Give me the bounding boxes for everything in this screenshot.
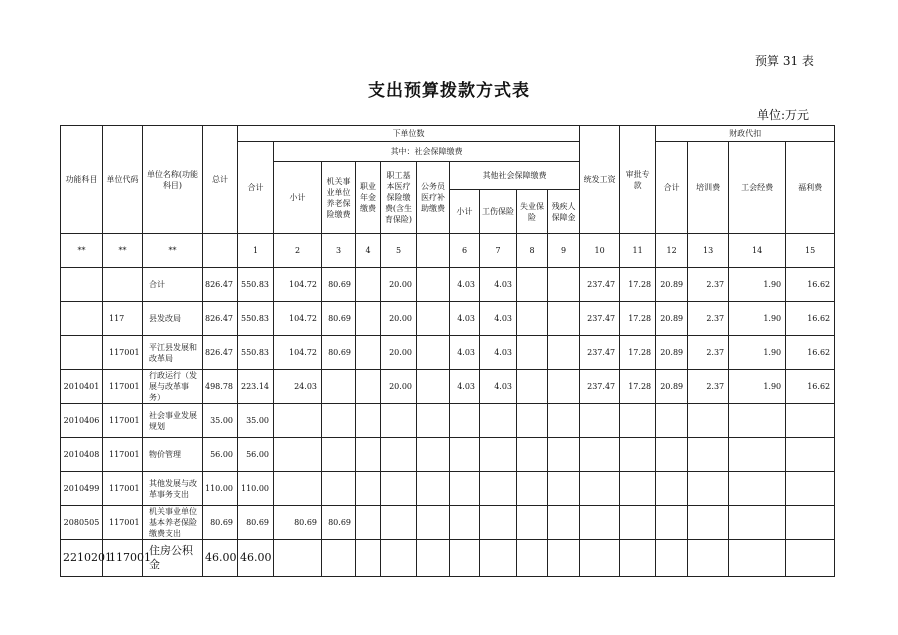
table-cell: 80.69 (322, 302, 356, 336)
table-cell: 2010408 (61, 438, 103, 472)
table-cell: 20.00 (381, 370, 417, 404)
table-cell (517, 506, 548, 540)
table-cell: 117001 (103, 540, 143, 577)
table-cell: 12 (656, 234, 688, 268)
table-cell (517, 404, 548, 438)
table-cell: 20.00 (381, 268, 417, 302)
table-cell (729, 540, 786, 577)
table-cell: 17.28 (620, 268, 656, 302)
table-cell (417, 404, 450, 438)
table-cell: 物价管理 (143, 438, 203, 472)
unit-label: 单位:万元 (757, 108, 810, 122)
table-cell: 17.28 (620, 336, 656, 370)
table-cell: 20.00 (381, 336, 417, 370)
table-cell: 20.89 (656, 370, 688, 404)
table-cell: ** (61, 234, 103, 268)
table-cell: 117001 (103, 438, 143, 472)
table-cell (786, 506, 835, 540)
table-cell (548, 268, 580, 302)
table-cell (417, 506, 450, 540)
table-cell: 15 (786, 234, 835, 268)
table-cell (620, 438, 656, 472)
table-cell (729, 506, 786, 540)
table-cell: 104.72 (274, 268, 322, 302)
table-cell (580, 540, 620, 577)
table-cell (548, 370, 580, 404)
table-cell (356, 506, 381, 540)
table-cell: 社会事业发展规划 (143, 404, 203, 438)
table-cell (656, 506, 688, 540)
header-unemployment: 失业保险 (517, 190, 548, 234)
table-cell (322, 438, 356, 472)
table-cell: 35.00 (238, 404, 274, 438)
table-cell (61, 302, 103, 336)
table-cell (480, 472, 517, 506)
table-cell: 498.78 (203, 370, 238, 404)
table-row (61, 370, 835, 404)
table-cell: 550.83 (238, 336, 274, 370)
header-injury: 工伤保险 (480, 190, 517, 234)
table-cell: 3 (322, 234, 356, 268)
table-cell: 2080505 (61, 506, 103, 540)
table-cell (274, 540, 322, 577)
table-cell: 117001 (103, 472, 143, 506)
table-cell: 住房公积金 (143, 540, 203, 577)
table-cell: 1 (238, 234, 274, 268)
table-cell (548, 336, 580, 370)
header-pension: 机关事业单位养老保险缴费 (322, 162, 356, 234)
table-row (61, 506, 835, 540)
table-cell (356, 540, 381, 577)
table-cell (517, 370, 548, 404)
table-cell: 11 (620, 234, 656, 268)
header-other-social: 其他社会保障缴费 (450, 162, 580, 190)
header-total: 总计 (203, 126, 238, 234)
table-cell: 4.03 (480, 268, 517, 302)
table-cell (480, 438, 517, 472)
header-annuity: 职业年金缴费 (356, 162, 381, 234)
table-cell: 826.47 (203, 268, 238, 302)
table-cell (656, 438, 688, 472)
table-cell: 2.37 (688, 302, 729, 336)
table-cell: 5 (381, 234, 417, 268)
table-cell (322, 370, 356, 404)
table-cell (580, 438, 620, 472)
table-cell (688, 404, 729, 438)
table-cell: 550.83 (238, 302, 274, 336)
table-cell: 80.69 (322, 506, 356, 540)
table-cell: 237.47 (580, 336, 620, 370)
table-cell (656, 472, 688, 506)
table-cell: 合计 (143, 268, 203, 302)
table-cell: 4.03 (450, 268, 480, 302)
table-cell: 16.62 (786, 302, 835, 336)
table-cell: 7 (480, 234, 517, 268)
table-cell (61, 268, 103, 302)
table-cell: 10 (580, 234, 620, 268)
header-social-subtotal: 小计 (274, 162, 322, 234)
header-fiscal-total: 合计 (656, 142, 688, 234)
table-cell (381, 472, 417, 506)
table-row (61, 268, 835, 302)
table-cell: 826.47 (203, 302, 238, 336)
header-social-insurance: 其中：社会保障缴费 (274, 142, 580, 162)
table-row (61, 302, 835, 336)
header-lower-total: 合计 (238, 142, 274, 234)
table-cell: 237.47 (580, 302, 620, 336)
table-cell (517, 540, 548, 577)
table-cell: 平江县发展和改革局 (143, 336, 203, 370)
table-cell: 826.47 (203, 336, 238, 370)
table-cell: 14 (729, 234, 786, 268)
table-cell: 46.00 (238, 540, 274, 577)
table-cell: 117001 (103, 506, 143, 540)
table-cell (356, 438, 381, 472)
table-cell: ** (103, 234, 143, 268)
table-cell (356, 472, 381, 506)
table-cell (356, 404, 381, 438)
table-cell: 117001 (103, 370, 143, 404)
table-cell (548, 404, 580, 438)
table-cell (656, 540, 688, 577)
table-row (61, 438, 835, 472)
table-cell (517, 268, 548, 302)
table-cell: 17.28 (620, 302, 656, 336)
table-cell: 4.03 (450, 302, 480, 336)
table-cell (103, 268, 143, 302)
table-cell (786, 438, 835, 472)
table-cell: 2010401 (61, 370, 103, 404)
table-cell (480, 404, 517, 438)
table-cell: 24.03 (274, 370, 322, 404)
table-cell: 20.89 (656, 336, 688, 370)
header-other-subtotal: 小计 (450, 190, 480, 234)
table-cell (274, 404, 322, 438)
table-row (61, 540, 835, 577)
budget-table (60, 125, 835, 577)
table-cell: 4.03 (450, 370, 480, 404)
table-cell (729, 438, 786, 472)
header-union: 工会经费 (729, 142, 786, 234)
table-row (61, 336, 835, 370)
table-cell (517, 438, 548, 472)
header-salary: 统发工资 (580, 126, 620, 234)
table-cell: 223.14 (238, 370, 274, 404)
table-cell (688, 540, 729, 577)
table-cell: 56.00 (203, 438, 238, 472)
table-cell (322, 404, 356, 438)
table-cell (450, 404, 480, 438)
table-cell (688, 506, 729, 540)
table-cell: 8 (517, 234, 548, 268)
table-cell: 110.00 (203, 472, 238, 506)
table-cell: 117001 (103, 404, 143, 438)
table-cell (620, 404, 656, 438)
table-cell (356, 302, 381, 336)
table-cell (620, 540, 656, 577)
page-title: 支出预算拨款方式表 (368, 81, 530, 101)
header-func-code: 功能科目 (61, 126, 103, 234)
table-cell (450, 472, 480, 506)
table-cell (688, 438, 729, 472)
table-cell (381, 438, 417, 472)
table-cell: 16.62 (786, 268, 835, 302)
table-cell: 2.37 (688, 370, 729, 404)
table-cell: 117 (103, 302, 143, 336)
table-cell (417, 540, 450, 577)
table-cell: 110.00 (238, 472, 274, 506)
table-cell (417, 234, 450, 268)
table-cell (417, 438, 450, 472)
table-cell: 104.72 (274, 302, 322, 336)
table-cell (517, 472, 548, 506)
table-cell: 1.90 (729, 336, 786, 370)
table-cell (688, 472, 729, 506)
header-unit-code: 单位代码 (103, 126, 143, 234)
table-cell (450, 438, 480, 472)
table-cell (580, 506, 620, 540)
table-cell: 13 (688, 234, 729, 268)
table-cell: 2 (274, 234, 322, 268)
form-number: 预算 31 表 (755, 54, 814, 68)
table-cell (417, 302, 450, 336)
header-training: 培训费 (688, 142, 729, 234)
table-cell (417, 370, 450, 404)
table-cell (656, 404, 688, 438)
table-cell: 550.83 (238, 268, 274, 302)
table-cell: 16.62 (786, 370, 835, 404)
table-cell: 80.69 (274, 506, 322, 540)
table-cell (381, 540, 417, 577)
header-fiscal: 财政代扣 (656, 126, 835, 142)
table-cell: 县发改局 (143, 302, 203, 336)
table-cell (548, 540, 580, 577)
table-cell: 20.00 (381, 302, 417, 336)
table-cell: 56.00 (238, 438, 274, 472)
table-cell: 80.69 (238, 506, 274, 540)
table-cell (381, 404, 417, 438)
table-cell: 4 (356, 234, 381, 268)
table-cell: 2210201 (61, 540, 103, 577)
table-cell (381, 506, 417, 540)
table-cell: 80.69 (322, 336, 356, 370)
header-unit-name: 单位名称(功能科目) (143, 126, 203, 234)
table-cell: 1.90 (729, 370, 786, 404)
table-cell (322, 540, 356, 577)
table-cell: 其他发展与改革事务支出 (143, 472, 203, 506)
table-row (61, 404, 835, 438)
table-cell: ** (143, 234, 203, 268)
table-cell (786, 472, 835, 506)
table-cell (417, 336, 450, 370)
index-row (61, 234, 835, 268)
table-cell (786, 404, 835, 438)
table-cell: 17.28 (620, 370, 656, 404)
table-cell (620, 472, 656, 506)
header-special: 审批专款 (620, 126, 656, 234)
table-cell (580, 404, 620, 438)
table-cell: 46.00 (203, 540, 238, 577)
header-welfare: 福利费 (786, 142, 835, 234)
table-row (61, 472, 835, 506)
table-cell: 6 (450, 234, 480, 268)
table-cell: 2.37 (688, 336, 729, 370)
table-cell (580, 472, 620, 506)
table-cell: 4.03 (450, 336, 480, 370)
table-cell: 机关事业单位基本养老保险缴费支出 (143, 506, 203, 540)
table-cell: 117001 (103, 336, 143, 370)
table-cell: 80.69 (203, 506, 238, 540)
table-cell: 237.47 (580, 268, 620, 302)
table-cell: 1.90 (729, 268, 786, 302)
table-cell (356, 336, 381, 370)
table-cell: 35.00 (203, 404, 238, 438)
table-cell: 9 (548, 234, 580, 268)
table-cell: 104.72 (274, 336, 322, 370)
table-cell (203, 234, 238, 268)
header-medical: 职工基本医疗保险缴费(含生育保险) (381, 162, 417, 234)
table-cell (450, 540, 480, 577)
header-disabled: 残疾人保障金 (548, 190, 580, 234)
table-cell (356, 370, 381, 404)
table-cell (517, 336, 548, 370)
table-cell: 1.90 (729, 302, 786, 336)
table-cell (548, 472, 580, 506)
header-civil-medical: 公务员医疗补助缴费 (417, 162, 450, 234)
table-cell (729, 472, 786, 506)
header-lower-unit: 下单位数 (238, 126, 580, 142)
table-cell: 2.37 (688, 268, 729, 302)
table-cell (620, 506, 656, 540)
table-cell: 2010406 (61, 404, 103, 438)
table-cell: 4.03 (480, 336, 517, 370)
table-cell (274, 472, 322, 506)
table-cell: 2010499 (61, 472, 103, 506)
table-cell (417, 268, 450, 302)
table-cell: 20.89 (656, 302, 688, 336)
table-cell (322, 472, 356, 506)
table-cell (548, 438, 580, 472)
table-cell (548, 506, 580, 540)
table-cell: 20.89 (656, 268, 688, 302)
table-cell (786, 540, 835, 577)
table-cell: 16.62 (786, 336, 835, 370)
table-cell (480, 540, 517, 577)
table-cell (417, 472, 450, 506)
table-cell: 237.47 (580, 370, 620, 404)
table-cell (548, 302, 580, 336)
table-cell (450, 506, 480, 540)
table-cell: 4.03 (480, 302, 517, 336)
table-cell: 4.03 (480, 370, 517, 404)
table-cell: 行政运行（发展与改革事务） (143, 370, 203, 404)
table-cell: 80.69 (322, 268, 356, 302)
table-cell (356, 268, 381, 302)
table-cell (480, 506, 517, 540)
table-cell (274, 438, 322, 472)
table-cell (61, 336, 103, 370)
table-cell (517, 302, 548, 336)
table-cell (729, 404, 786, 438)
